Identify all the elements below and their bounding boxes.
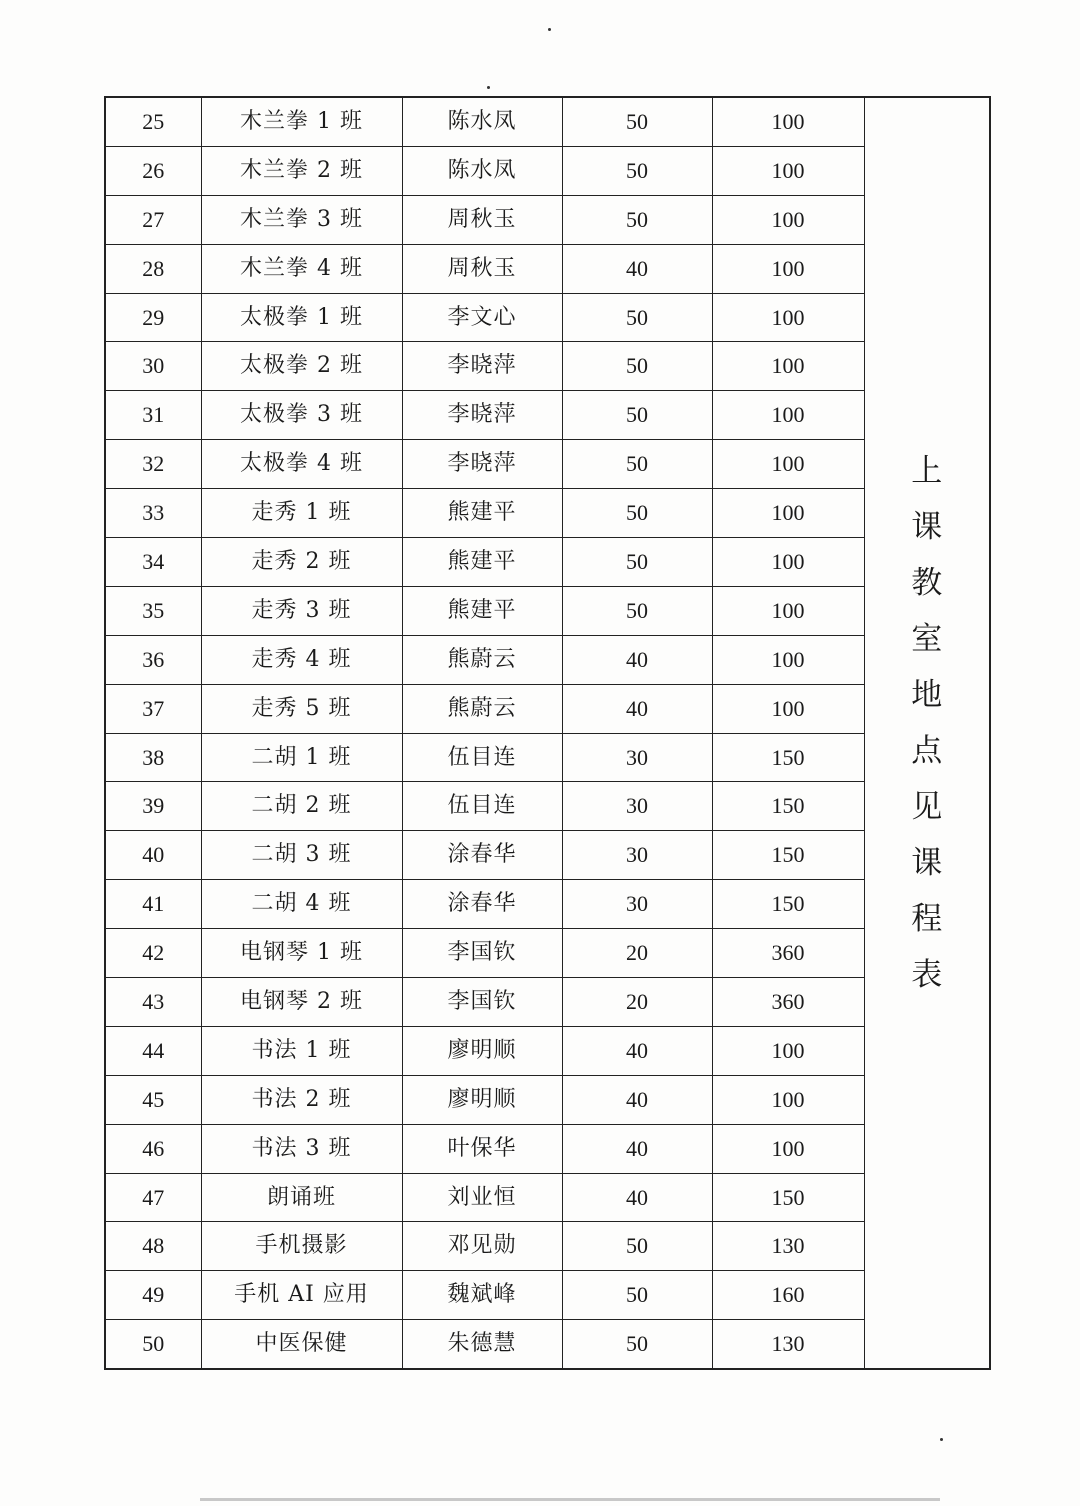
table-row [105, 440, 990, 489]
table-row [105, 684, 990, 733]
row-number: 25 [105, 97, 201, 146]
row-number: 40 [105, 831, 201, 880]
course-fee: 100 [712, 538, 864, 587]
classroom-note [865, 443, 990, 1003]
course-fee: 130 [712, 1320, 864, 1369]
course-name: 朗诵班 [201, 1173, 402, 1222]
class-capacity: 30 [562, 733, 712, 782]
row-number: 34 [105, 538, 201, 587]
course-fee: 100 [712, 146, 864, 195]
table-row [105, 538, 990, 587]
row-number: 48 [105, 1222, 201, 1271]
row-number: 38 [105, 733, 201, 782]
teacher-name: 李国钦 [402, 929, 562, 978]
teacher-name: 朱德慧 [402, 1320, 562, 1369]
teacher-name: 刘业恒 [402, 1173, 562, 1222]
course-fee: 100 [712, 635, 864, 684]
class-capacity: 30 [562, 880, 712, 929]
row-number: 39 [105, 782, 201, 831]
course-name: 书法 1 班 [201, 1026, 402, 1075]
course-fee: 360 [712, 929, 864, 978]
course-fee: 100 [712, 293, 864, 342]
class-capacity: 40 [562, 1173, 712, 1222]
teacher-name: 熊建平 [402, 538, 562, 587]
teacher-name: 邓见勋 [402, 1222, 562, 1271]
course-name: 二胡 4 班 [201, 880, 402, 929]
page-bottom-edge [200, 1498, 940, 1501]
teacher-name: 周秋玉 [402, 244, 562, 293]
note-char: 课 [911, 509, 943, 546]
course-name: 走秀 4 班 [201, 635, 402, 684]
class-capacity: 40 [562, 684, 712, 733]
note-char: 程 [911, 901, 943, 938]
course-fee: 360 [712, 978, 864, 1027]
table-row [105, 489, 990, 538]
teacher-name: 涂春华 [402, 831, 562, 880]
course-fee: 100 [712, 1124, 864, 1173]
row-number: 44 [105, 1026, 201, 1075]
teacher-name: 伍目连 [402, 782, 562, 831]
course-name: 木兰拳 2 班 [201, 146, 402, 195]
course-fee: 100 [712, 1075, 864, 1124]
course-fee: 100 [712, 97, 864, 146]
course-name: 木兰拳 4 班 [201, 244, 402, 293]
note-char: 室 [911, 621, 943, 658]
row-number: 37 [105, 684, 201, 733]
course-fee: 100 [712, 342, 864, 391]
class-capacity: 50 [562, 195, 712, 244]
class-capacity: 20 [562, 929, 712, 978]
table-row [105, 293, 990, 342]
course-name: 走秀 1 班 [201, 489, 402, 538]
row-number: 26 [105, 146, 201, 195]
teacher-name: 陈水凤 [402, 146, 562, 195]
class-capacity: 50 [562, 489, 712, 538]
course-name: 走秀 3 班 [201, 586, 402, 635]
teacher-name: 李晓萍 [402, 440, 562, 489]
table-row [105, 342, 990, 391]
course-fee: 150 [712, 831, 864, 880]
table-row [105, 782, 990, 831]
course-name: 太极拳 2 班 [201, 342, 402, 391]
class-capacity: 40 [562, 635, 712, 684]
class-capacity: 50 [562, 1271, 712, 1320]
class-capacity: 40 [562, 244, 712, 293]
course-fee: 100 [712, 391, 864, 440]
row-number: 42 [105, 929, 201, 978]
teacher-name: 陈水凤 [402, 97, 562, 146]
table-row [105, 1075, 990, 1124]
class-capacity: 40 [562, 1075, 712, 1124]
table-row [105, 1026, 990, 1075]
note-char: 教 [911, 565, 943, 602]
table-row [105, 1173, 990, 1222]
teacher-name: 熊蔚云 [402, 635, 562, 684]
teacher-name: 廖明顺 [402, 1026, 562, 1075]
note-char: 上 [911, 453, 943, 490]
row-number: 45 [105, 1075, 201, 1124]
teacher-name: 廖明顺 [402, 1075, 562, 1124]
course-name: 太极拳 4 班 [201, 440, 402, 489]
course-name: 木兰拳 3 班 [201, 195, 402, 244]
course-fee: 100 [712, 489, 864, 538]
course-fee: 100 [712, 1026, 864, 1075]
class-capacity: 50 [562, 391, 712, 440]
course-name: 手机 AI 应用 [201, 1271, 402, 1320]
class-capacity: 30 [562, 831, 712, 880]
course-fee: 130 [712, 1222, 864, 1271]
table-row [105, 586, 990, 635]
note-char: 表 [911, 957, 943, 994]
course-table [104, 96, 991, 1370]
table-row [105, 831, 990, 880]
row-number: 47 [105, 1173, 201, 1222]
course-name: 电钢琴 2 班 [201, 978, 402, 1027]
note-char: 点 [911, 733, 943, 770]
row-number: 49 [105, 1271, 201, 1320]
teacher-name: 熊建平 [402, 586, 562, 635]
row-number: 50 [105, 1320, 201, 1369]
table-row [105, 733, 990, 782]
class-capacity: 30 [562, 782, 712, 831]
classroom-note-cell [864, 97, 990, 1369]
teacher-name: 涂春华 [402, 880, 562, 929]
course-fee: 150 [712, 782, 864, 831]
teacher-name: 魏斌峰 [402, 1271, 562, 1320]
course-fee: 150 [712, 733, 864, 782]
table-row [105, 1271, 990, 1320]
class-capacity: 50 [562, 1222, 712, 1271]
row-number: 36 [105, 635, 201, 684]
teacher-name: 熊建平 [402, 489, 562, 538]
course-name: 走秀 2 班 [201, 538, 402, 587]
row-number: 41 [105, 880, 201, 929]
row-number: 29 [105, 293, 201, 342]
row-number: 28 [105, 244, 201, 293]
table-row [105, 195, 990, 244]
table-row [105, 1320, 990, 1369]
table-row [105, 929, 990, 978]
table-row [105, 880, 990, 929]
table-row [105, 97, 990, 146]
class-capacity: 50 [562, 440, 712, 489]
row-number: 27 [105, 195, 201, 244]
course-name: 二胡 1 班 [201, 733, 402, 782]
class-capacity: 50 [562, 538, 712, 587]
table-row [105, 146, 990, 195]
class-capacity: 40 [562, 1026, 712, 1075]
row-number: 30 [105, 342, 201, 391]
course-fee: 150 [712, 1173, 864, 1222]
scan-speck [548, 28, 551, 31]
teacher-name: 李晓萍 [402, 391, 562, 440]
course-fee: 100 [712, 586, 864, 635]
teacher-name: 周秋玉 [402, 195, 562, 244]
class-capacity: 50 [562, 1320, 712, 1369]
course-name: 太极拳 3 班 [201, 391, 402, 440]
course-fee: 100 [712, 684, 864, 733]
course-name: 二胡 3 班 [201, 831, 402, 880]
course-name: 二胡 2 班 [201, 782, 402, 831]
row-number: 31 [105, 391, 201, 440]
note-char: 地 [911, 677, 943, 714]
course-name: 书法 3 班 [201, 1124, 402, 1173]
course-name: 中医保健 [201, 1320, 402, 1369]
teacher-name: 李文心 [402, 293, 562, 342]
course-fee: 100 [712, 244, 864, 293]
class-capacity: 50 [562, 293, 712, 342]
course-name: 走秀 5 班 [201, 684, 402, 733]
teacher-name: 李晓萍 [402, 342, 562, 391]
row-number: 33 [105, 489, 201, 538]
table-row [105, 1222, 990, 1271]
row-number: 32 [105, 440, 201, 489]
table-row [105, 391, 990, 440]
course-name: 太极拳 1 班 [201, 293, 402, 342]
row-number: 35 [105, 586, 201, 635]
course-name: 书法 2 班 [201, 1075, 402, 1124]
course-fee: 100 [712, 440, 864, 489]
note-char: 见 [911, 789, 943, 826]
course-name: 电钢琴 1 班 [201, 929, 402, 978]
teacher-name: 李国钦 [402, 978, 562, 1027]
table-row [105, 978, 990, 1027]
class-capacity: 50 [562, 342, 712, 391]
table-row [105, 244, 990, 293]
course-fee: 150 [712, 880, 864, 929]
class-capacity: 50 [562, 146, 712, 195]
row-number: 46 [105, 1124, 201, 1173]
row-number: 43 [105, 978, 201, 1027]
course-name: 木兰拳 1 班 [201, 97, 402, 146]
class-capacity: 50 [562, 97, 712, 146]
teacher-name: 熊蔚云 [402, 684, 562, 733]
table-row [105, 1124, 990, 1173]
note-char: 课 [911, 845, 943, 882]
scan-speck [940, 1438, 943, 1441]
teacher-name: 叶保华 [402, 1124, 562, 1173]
table-row [105, 635, 990, 684]
class-capacity: 50 [562, 586, 712, 635]
teacher-name: 伍目连 [402, 733, 562, 782]
class-capacity: 40 [562, 1124, 712, 1173]
class-capacity: 20 [562, 978, 712, 1027]
course-name: 手机摄影 [201, 1222, 402, 1271]
course-fee: 100 [712, 195, 864, 244]
scan-speck [487, 86, 490, 89]
course-fee: 160 [712, 1271, 864, 1320]
